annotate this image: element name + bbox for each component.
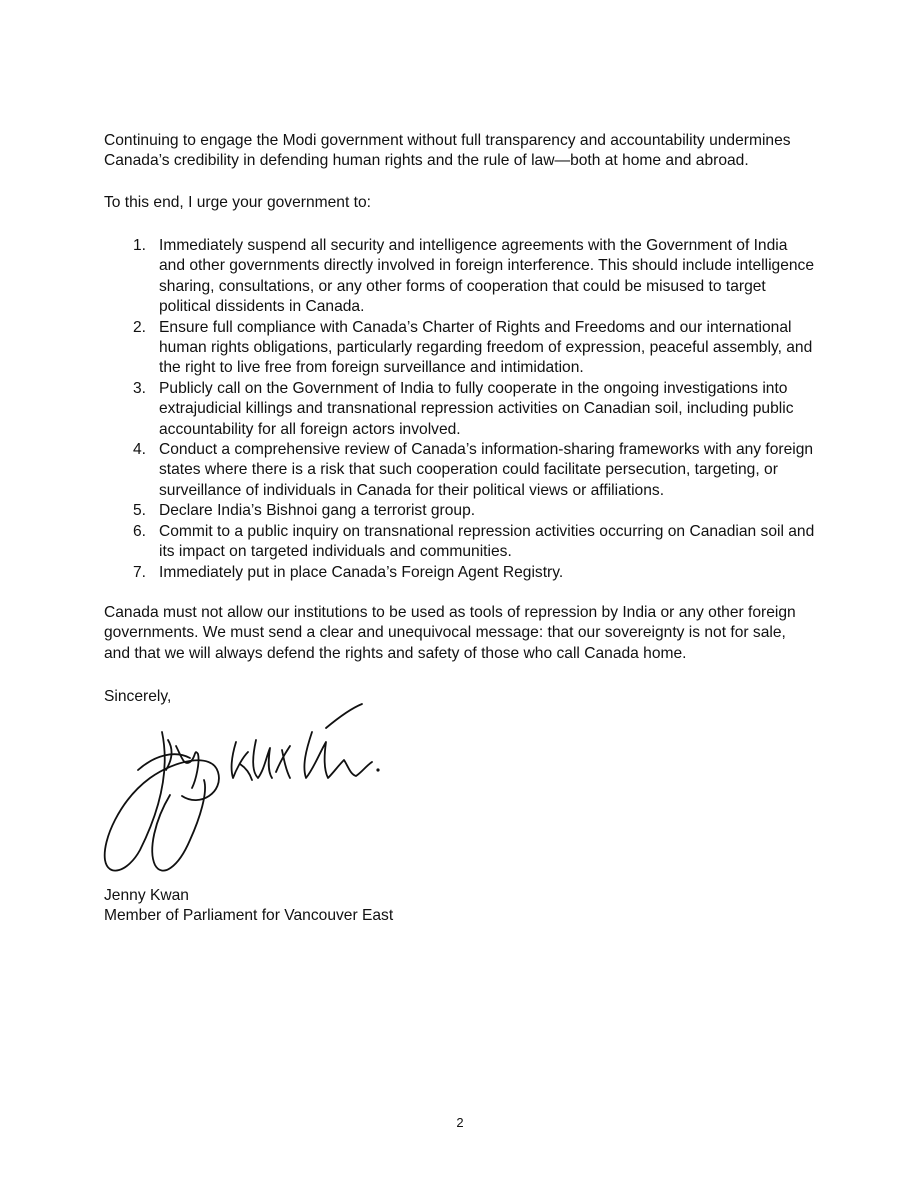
list-item	[104, 501, 816, 521]
closing-paragraph: Canada must not allow our institutions to be used as tools of repression by India or any other foreign governments. We must send a clear and unequivocal message: that our sovereignty is not for sale, and that we will always defend the rights and safety of those who call Canada home.	[104, 604, 796, 662]
list-item-text: Commit to a public inquiry on transnational repression activities occurring on Canadian soil and its impact on targeted individuals and communities.	[159, 522, 815, 561]
list-item-number: 1.	[133, 237, 147, 254]
list-item-text: Conduct a comprehensive review of Canada’s information-sharing frameworks with any foreign states where there is a risk that such cooperation could facilitate persecution, targeting, or surveillance of individuals in Canada for their political views or affiliations.	[159, 441, 814, 499]
list-item-text: Ensure full compliance with Canada’s Charter of Rights and Freedoms and our international human rights obligations, particularly regarding freedom of expression, peaceful assembly, and the right to live free from foreign surveillance and intimidation.	[159, 318, 813, 377]
list-item	[104, 379, 816, 440]
list-item-number: 5.	[133, 502, 147, 520]
recommendations-list	[104, 236, 816, 583]
list-item-number: 3.	[133, 379, 147, 397]
page-number: 2	[456, 1115, 464, 1130]
list-item	[104, 318, 816, 379]
list-item-text: Declare India’s Bishnoi gang a terrorist group.	[159, 502, 476, 520]
handwritten-signature	[100, 700, 400, 885]
list-item-text: Publicly call on the Government of India to fully cooperate in the ongoing investigations into extrajudicial killings and transnational repression activities on Canadian soil, including public accountability for all foreign actors involved.	[159, 379, 794, 438]
list-item-number: 6.	[133, 522, 147, 540]
list-item	[104, 440, 816, 501]
list-item-text: Immediately put in place Canada’s Foreign Agent Registry.	[159, 563, 564, 581]
signer-title: Member of Parliament for Vancouver East	[104, 907, 394, 924]
list-item-number: 7.	[133, 563, 147, 581]
sign-off: Sincerely,	[104, 688, 172, 705]
signer-name: Jenny Kwan	[104, 887, 189, 904]
list-item-number: 2.	[133, 318, 147, 336]
list-item	[104, 522, 816, 563]
list-item	[104, 563, 816, 583]
intro-paragraph: Continuing to engage the Modi government without full transparency and accountability undermines Canada’s credibility in defending human rights and the rule of law—both at home and abroad.	[104, 132, 791, 170]
list-item	[104, 236, 816, 318]
urge-paragraph: To this end, I urge your government to:	[104, 194, 371, 211]
list-item-text: Immediately suspend all security and intelligence agreements with the Government of India and other governments directly involved in foreign interference. This should include intelligence sharing, consultations, or any other forms of cooperation that could be misused to target political dissidents in Canada.	[159, 237, 815, 316]
list-item-number: 4.	[133, 441, 147, 459]
